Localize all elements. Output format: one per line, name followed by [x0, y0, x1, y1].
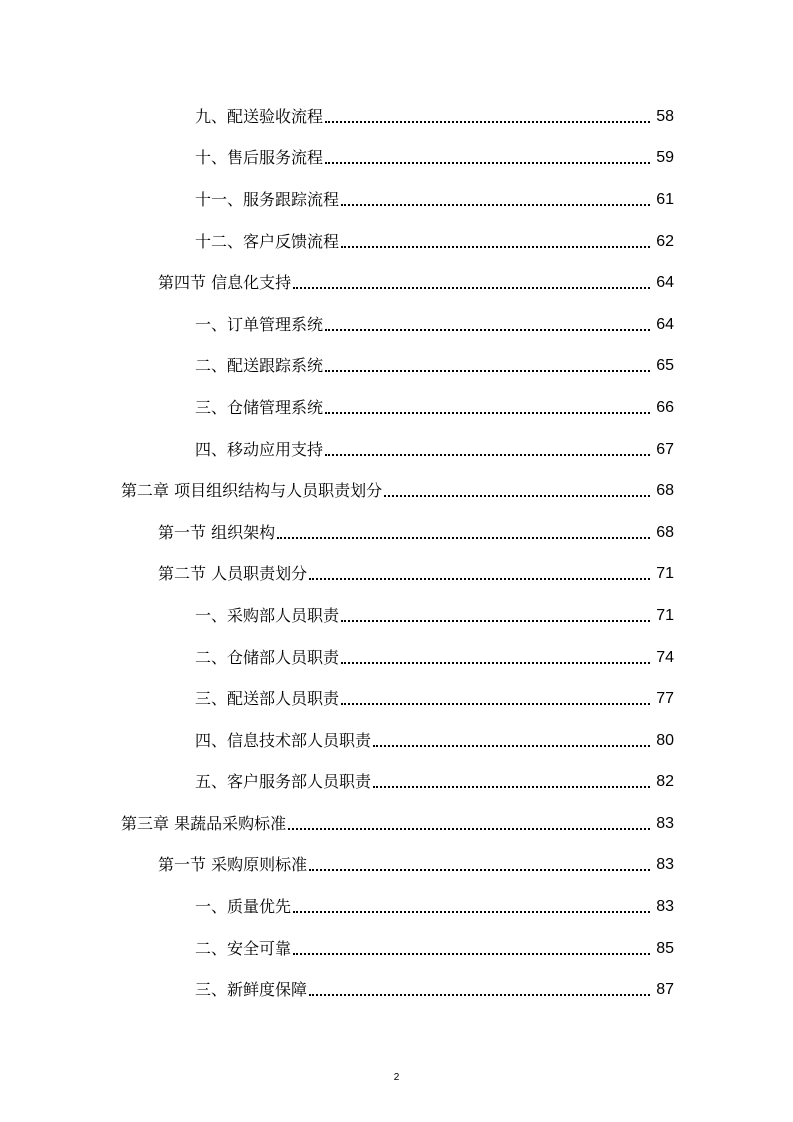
toc-entry-page: 71: [656, 606, 674, 624]
toc-entry[interactable]: [0, 221, 793, 263]
toc-entry-title: 二、配送跟踪系统: [195, 356, 324, 376]
toc-entry[interactable]: [0, 138, 793, 180]
table-of-contents: [0, 96, 793, 1011]
toc-entry-title: 二、仓储部人员职责: [195, 647, 340, 667]
toc-dot-leader: [277, 517, 650, 539]
toc-entry-title: 五、客户服务部人员职责: [195, 772, 372, 792]
toc-entry-title: 第二节 人员职责划分: [158, 564, 308, 584]
toc-entry[interactable]: [0, 845, 793, 887]
toc-entry[interactable]: [0, 886, 793, 928]
toc-dot-leader: [325, 434, 650, 456]
toc-dot-leader: [325, 142, 650, 164]
toc-entry[interactable]: [0, 969, 793, 1011]
toc-entry-page: 64: [656, 315, 674, 333]
toc-dot-leader: [341, 642, 650, 664]
toc-dot-leader: [373, 725, 650, 747]
toc-entry-title: 一、质量优先: [195, 897, 292, 917]
toc-entry[interactable]: [0, 304, 793, 346]
toc-entry-page: 82: [656, 773, 674, 791]
toc-entry[interactable]: [0, 262, 793, 304]
toc-dot-leader: [384, 475, 650, 497]
toc-entry-title: 四、信息技术部人员职责: [195, 730, 372, 750]
toc-entry-title: 第三章 果蔬品采购标准: [121, 813, 287, 833]
toc-entry-title: 九、配送验收流程: [195, 106, 324, 126]
toc-entry[interactable]: [0, 803, 793, 845]
toc-entry[interactable]: [0, 429, 793, 471]
toc-dot-leader: [325, 101, 650, 123]
toc-entry-title: 十二、客户反馈流程: [195, 231, 340, 251]
toc-entry[interactable]: [0, 387, 793, 429]
toc-entry-title: 第二章 项目组织结构与人员职责划分: [121, 481, 383, 501]
toc-entry-page: 83: [656, 856, 674, 874]
toc-entry-page: 66: [656, 398, 674, 416]
toc-entry-page: 68: [656, 482, 674, 500]
toc-dot-leader: [293, 933, 650, 955]
toc-entry-page: 80: [656, 731, 674, 749]
toc-entry-page: 61: [656, 190, 674, 208]
toc-entry-page: 58: [656, 107, 674, 125]
toc-entry[interactable]: [0, 512, 793, 554]
toc-entry-title: 三、新鲜度保障: [195, 980, 308, 1000]
toc-entry-title: 十、售后服务流程: [195, 148, 324, 168]
toc-entry-page: 62: [656, 232, 674, 250]
toc-entry[interactable]: [0, 346, 793, 388]
toc-dot-leader: [288, 808, 650, 830]
toc-entry[interactable]: [0, 928, 793, 970]
toc-dot-leader: [325, 350, 650, 372]
toc-entry-page: 68: [656, 523, 674, 541]
toc-entry-page: 85: [656, 939, 674, 957]
toc-dot-leader: [341, 683, 650, 705]
toc-dot-leader: [341, 600, 650, 622]
toc-entry-title: 十一、服务跟踪流程: [195, 189, 340, 209]
toc-dot-leader: [341, 184, 650, 206]
toc-entry[interactable]: [0, 554, 793, 596]
toc-entry[interactable]: [0, 678, 793, 720]
toc-dot-leader: [293, 267, 650, 289]
toc-entry[interactable]: [0, 96, 793, 138]
toc-entry-page: 83: [656, 814, 674, 832]
toc-entry[interactable]: [0, 595, 793, 637]
toc-entry-page: 71: [656, 565, 674, 583]
toc-entry-title: 四、移动应用支持: [195, 439, 324, 459]
toc-dot-leader: [373, 766, 650, 788]
toc-entry-title: 一、订单管理系统: [195, 314, 324, 334]
toc-entry[interactable]: [0, 762, 793, 804]
toc-entry-title: 二、安全可靠: [195, 938, 292, 958]
toc-entry-page: 64: [656, 274, 674, 292]
toc-entry-title: 三、配送部人员职责: [195, 689, 340, 709]
toc-dot-leader: [309, 558, 650, 580]
toc-entry-page: 65: [656, 357, 674, 375]
toc-dot-leader: [293, 891, 650, 913]
toc-entry-title: 第一节 采购原则标准: [158, 855, 308, 875]
toc-entry-page: 59: [656, 149, 674, 167]
toc-entry[interactable]: [0, 637, 793, 679]
toc-entry-title: 第四节 信息化支持: [158, 273, 292, 293]
toc-entry-page: 77: [656, 690, 674, 708]
toc-entry-title: 三、仓储管理系统: [195, 397, 324, 417]
toc-entry-page: 87: [656, 981, 674, 999]
toc-dot-leader: [341, 226, 650, 248]
toc-dot-leader: [309, 974, 650, 996]
toc-entry[interactable]: [0, 179, 793, 221]
toc-entry-title: 第一节 组织架构: [158, 522, 276, 542]
page-number: 2: [393, 1072, 400, 1083]
toc-entry-page: 67: [656, 440, 674, 458]
toc-entry-page: 83: [656, 898, 674, 916]
toc-entry-page: 74: [656, 648, 674, 666]
toc-dot-leader: [325, 392, 650, 414]
toc-entry[interactable]: [0, 470, 793, 512]
toc-entry-title: 一、采购部人员职责: [195, 605, 340, 625]
toc-entry[interactable]: [0, 720, 793, 762]
toc-dot-leader: [309, 849, 650, 871]
toc-dot-leader: [325, 309, 650, 331]
